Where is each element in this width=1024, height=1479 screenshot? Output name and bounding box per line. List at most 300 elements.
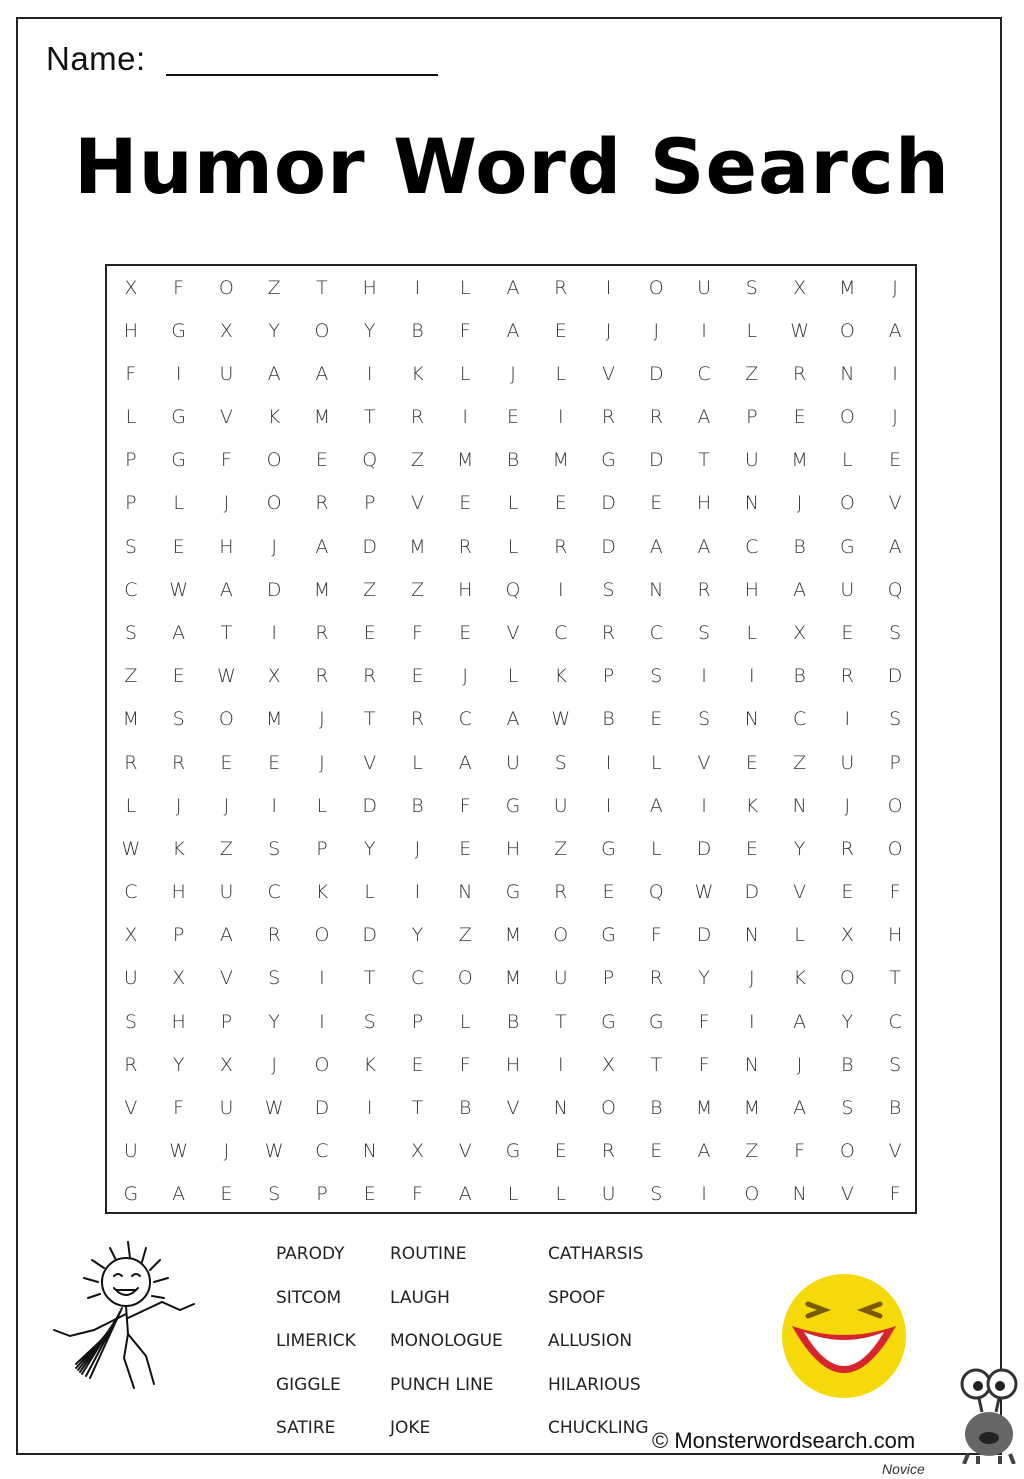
grid-letter[interactable]: A <box>315 362 329 385</box>
grid-letter[interactable]: O <box>314 319 330 342</box>
grid-letter[interactable]: W <box>790 319 809 342</box>
grid-letter[interactable]: R <box>172 751 186 774</box>
grid-letter[interactable]: T <box>411 1097 424 1120</box>
grid-letter[interactable]: A <box>888 319 902 342</box>
grid-letter[interactable]: Y <box>841 1010 854 1033</box>
grid-letter[interactable]: V <box>602 362 616 385</box>
grid-letter[interactable]: B <box>650 1097 663 1120</box>
grid-letter[interactable]: D <box>362 535 378 558</box>
grid-letter[interactable]: S <box>554 751 567 774</box>
grid-letter[interactable]: X <box>793 276 807 299</box>
grid-letter[interactable]: N <box>744 708 759 731</box>
grid-letter[interactable]: O <box>839 406 855 429</box>
grid-letter[interactable]: M <box>409 535 426 558</box>
grid-letter[interactable]: K <box>745 794 759 817</box>
grid-letter[interactable]: K <box>554 665 567 688</box>
grid-letter[interactable]: I <box>892 362 898 385</box>
grid-letter[interactable]: A <box>793 1097 807 1120</box>
grid-letter[interactable]: K <box>315 881 329 904</box>
grid-letter[interactable]: S <box>363 1010 376 1033</box>
grid-letter[interactable]: C <box>124 881 138 904</box>
grid-letter[interactable]: L <box>746 319 758 342</box>
grid-letter[interactable]: A <box>697 535 711 558</box>
grid-letter[interactable]: U <box>553 967 568 990</box>
grid-letter[interactable]: O <box>218 708 234 731</box>
grid-letter[interactable]: O <box>601 1097 616 1120</box>
grid-letter[interactable]: O <box>314 1053 330 1076</box>
grid-letter[interactable]: O <box>457 967 473 990</box>
grid-letter[interactable]: U <box>123 1140 138 1163</box>
grid-letter[interactable]: V <box>793 881 807 904</box>
grid-letter[interactable]: C <box>745 535 759 558</box>
grid-letter[interactable]: J <box>223 794 230 817</box>
grid-letter[interactable]: M <box>265 708 283 731</box>
grid-letter[interactable]: E <box>554 1140 567 1163</box>
grid-letter[interactable]: J <box>892 276 898 299</box>
grid-letter[interactable]: V <box>506 622 520 645</box>
grid-letter[interactable]: Z <box>219 837 233 860</box>
grid-letter[interactable]: P <box>316 837 328 860</box>
grid-letter[interactable]: M <box>504 924 522 947</box>
grid-letter[interactable]: T <box>650 1053 663 1076</box>
grid-letter[interactable]: R <box>410 406 425 429</box>
grid-letter[interactable]: J <box>175 794 182 817</box>
grid-letter[interactable]: F <box>459 1053 471 1076</box>
grid-letter[interactable]: V <box>458 1140 472 1163</box>
grid-letter[interactable]: S <box>650 665 663 688</box>
grid-letter[interactable]: W <box>264 1097 284 1120</box>
grid-letter[interactable]: A <box>649 794 663 817</box>
grid-letter[interactable]: G <box>601 924 616 947</box>
grid-letter[interactable]: A <box>458 1183 472 1206</box>
grid-letter[interactable]: B <box>793 665 806 688</box>
grid-letter[interactable]: S <box>268 1183 281 1206</box>
grid-letter[interactable]: S <box>268 967 281 990</box>
grid-letter[interactable]: N <box>792 1183 807 1206</box>
grid-letter[interactable]: B <box>411 319 424 342</box>
grid-letter[interactable]: H <box>123 319 139 342</box>
grid-letter[interactable]: R <box>554 276 568 299</box>
grid-letter[interactable]: E <box>650 492 663 515</box>
grid-letter[interactable]: L <box>125 406 137 429</box>
grid-letter[interactable]: V <box>410 492 424 515</box>
grid-letter[interactable]: W <box>169 1140 189 1163</box>
grid-letter[interactable]: I <box>319 967 325 990</box>
grid-letter[interactable]: I <box>557 1053 564 1076</box>
grid-letter[interactable]: A <box>315 535 329 558</box>
grid-letter[interactable]: R <box>554 535 568 558</box>
grid-letter[interactable]: C <box>649 622 663 645</box>
grid-letter[interactable]: S <box>841 1097 854 1120</box>
grid-letter[interactable]: L <box>794 924 805 947</box>
grid-letter[interactable]: J <box>796 492 803 515</box>
grid-letter[interactable]: W <box>694 881 714 904</box>
grid-letter[interactable]: H <box>505 1053 521 1076</box>
grid-letter[interactable]: C <box>888 1010 902 1033</box>
grid-letter[interactable]: N <box>458 881 473 904</box>
grid-letter[interactable]: I <box>605 276 612 299</box>
grid-letter[interactable]: R <box>840 665 854 688</box>
grid-letter[interactable]: Z <box>554 837 568 860</box>
grid-letter[interactable]: D <box>266 578 282 601</box>
grid-letter[interactable]: I <box>557 406 564 429</box>
grid-letter[interactable]: J <box>223 492 230 515</box>
grid-letter[interactable]: O <box>887 837 903 860</box>
grid-letter[interactable]: L <box>173 492 184 515</box>
grid-letter[interactable]: S <box>124 622 137 645</box>
grid-letter[interactable]: Y <box>268 1010 280 1033</box>
grid-letter[interactable]: F <box>173 276 185 299</box>
grid-letter[interactable]: I <box>414 276 421 299</box>
grid-letter[interactable]: D <box>648 362 664 385</box>
grid-letter[interactable]: A <box>172 1183 186 1206</box>
grid-letter[interactable]: J <box>510 362 516 385</box>
grid-letter[interactable]: B <box>459 1097 472 1120</box>
grid-letter[interactable]: J <box>319 708 325 731</box>
grid-letter[interactable]: C <box>315 1140 329 1163</box>
grid-letter[interactable]: R <box>315 665 329 688</box>
grid-letter[interactable]: T <box>220 622 233 645</box>
grid-letter[interactable]: V <box>124 1097 138 1120</box>
grid-letter[interactable]: S <box>124 535 137 558</box>
grid-letter[interactable]: R <box>124 751 138 774</box>
grid-letter[interactable]: P <box>889 751 901 774</box>
grid-letter[interactable]: U <box>219 1097 234 1120</box>
grid-letter[interactable]: S <box>602 578 615 601</box>
grid-letter[interactable]: O <box>553 924 569 947</box>
grid-letter[interactable]: P <box>411 1010 424 1033</box>
grid-letter[interactable]: K <box>411 362 424 385</box>
grid-letter[interactable]: R <box>124 1053 138 1076</box>
grid-letter[interactable]: F <box>698 1010 710 1033</box>
grid-letter[interactable]: G <box>839 535 855 558</box>
grid-letter[interactable]: S <box>268 837 281 860</box>
grid-letter[interactable]: J <box>462 665 469 688</box>
grid-letter[interactable]: E <box>363 1183 376 1206</box>
grid-letter[interactable]: F <box>220 449 232 472</box>
grid-letter[interactable]: W <box>264 1140 284 1163</box>
grid-letter[interactable]: E <box>745 837 758 860</box>
grid-letter[interactable]: H <box>171 1010 186 1033</box>
grid-letter[interactable]: O <box>839 1140 855 1163</box>
grid-letter[interactable]: F <box>650 924 662 947</box>
grid-letter[interactable]: S <box>889 708 902 731</box>
grid-letter[interactable]: R <box>458 535 472 558</box>
grid-letter[interactable]: V <box>506 1097 520 1120</box>
grid-letter[interactable]: E <box>793 406 806 429</box>
grid-letter[interactable]: C <box>410 967 425 990</box>
grid-letter[interactable]: I <box>271 794 277 817</box>
grid-letter[interactable]: H <box>362 276 377 299</box>
grid-letter[interactable]: N <box>362 1140 377 1163</box>
grid-letter[interactable]: P <box>602 967 615 990</box>
grid-letter[interactable]: Y <box>698 967 710 990</box>
grid-letter[interactable]: D <box>314 1097 330 1120</box>
grid-letter[interactable]: E <box>220 1183 233 1206</box>
grid-letter[interactable]: D <box>601 535 616 558</box>
grid-letter[interactable]: F <box>173 1097 185 1120</box>
grid-letter[interactable]: L <box>459 1010 471 1033</box>
grid-letter[interactable]: C <box>267 881 281 904</box>
grid-letter[interactable]: A <box>649 535 663 558</box>
grid-letter[interactable]: Q <box>887 578 903 601</box>
grid-letter[interactable]: Z <box>363 578 377 601</box>
grid-letter[interactable]: E <box>172 535 185 558</box>
grid-letter[interactable]: I <box>175 362 182 385</box>
grid-letter[interactable]: I <box>749 1010 755 1033</box>
grid-letter[interactable]: T <box>363 406 376 429</box>
grid-letter[interactable]: J <box>892 406 898 429</box>
grid-letter[interactable]: R <box>267 924 281 947</box>
grid-letter[interactable]: V <box>219 967 233 990</box>
grid-letter[interactable]: Z <box>793 751 807 774</box>
puzzle-grid[interactable] <box>107 266 919 1216</box>
grid-letter[interactable]: R <box>315 492 329 515</box>
grid-letter[interactable]: D <box>887 665 903 688</box>
grid-letter[interactable]: J <box>319 751 325 774</box>
grid-letter[interactable]: W <box>217 665 236 688</box>
grid-letter[interactable]: A <box>506 319 520 342</box>
grid-letter[interactable]: K <box>793 967 806 990</box>
grid-letter[interactable]: F <box>459 794 471 817</box>
grid-letter[interactable]: R <box>315 622 329 645</box>
grid-letter[interactable]: D <box>362 794 378 817</box>
grid-letter[interactable]: N <box>649 578 664 601</box>
grid-letter[interactable]: F <box>125 362 137 385</box>
grid-letter[interactable]: J <box>796 1053 803 1076</box>
grid-letter[interactable]: N <box>792 794 807 817</box>
grid-letter[interactable]: R <box>697 578 711 601</box>
grid-letter[interactable]: I <box>749 665 755 688</box>
grid-letter[interactable]: V <box>219 406 233 429</box>
grid-letter[interactable]: L <box>507 492 519 515</box>
grid-letter[interactable]: F <box>411 622 423 645</box>
grid-letter[interactable]: H <box>458 578 473 601</box>
grid-letter[interactable]: U <box>219 362 234 385</box>
grid-letter[interactable]: S <box>172 708 185 731</box>
grid-letter[interactable]: A <box>697 1140 711 1163</box>
grid-letter[interactable]: U <box>601 1183 616 1206</box>
grid-letter[interactable]: E <box>459 492 472 515</box>
grid-letter[interactable]: L <box>650 751 662 774</box>
grid-letter[interactable]: C <box>792 708 807 731</box>
grid-letter[interactable]: K <box>363 1053 376 1076</box>
grid-letter[interactable]: N <box>744 492 759 515</box>
grid-letter[interactable]: T <box>554 1010 567 1033</box>
grid-letter[interactable]: Q <box>362 449 378 472</box>
grid-letter[interactable]: A <box>267 362 281 385</box>
grid-letter[interactable]: I <box>414 881 421 904</box>
name-field-line[interactable] <box>166 74 438 76</box>
grid-letter[interactable]: B <box>841 1053 854 1076</box>
grid-letter[interactable]: T <box>363 967 376 990</box>
grid-letter[interactable]: T <box>698 449 710 472</box>
grid-letter[interactable]: W <box>121 837 141 860</box>
grid-letter[interactable]: Y <box>363 319 376 342</box>
grid-letter[interactable]: P <box>316 1183 328 1206</box>
grid-letter[interactable]: G <box>601 449 616 472</box>
grid-letter[interactable]: U <box>840 751 855 774</box>
grid-letter[interactable]: I <box>271 622 277 645</box>
grid-letter[interactable]: A <box>506 276 520 299</box>
grid-letter[interactable]: I <box>844 708 851 731</box>
grid-letter[interactable]: U <box>744 449 759 472</box>
grid-letter[interactable]: E <box>650 1140 663 1163</box>
grid-letter[interactable]: I <box>366 362 373 385</box>
grid-letter[interactable]: W <box>551 708 571 731</box>
grid-letter[interactable]: Z <box>458 924 472 947</box>
grid-letter[interactable]: P <box>220 1010 233 1033</box>
grid-letter[interactable]: O <box>744 1183 760 1206</box>
grid-letter[interactable]: X <box>793 622 807 645</box>
grid-letter[interactable]: B <box>506 449 520 472</box>
grid-letter[interactable]: E <box>889 449 902 472</box>
grid-letter[interactable]: H <box>887 924 903 947</box>
grid-letter[interactable]: Z <box>410 449 424 472</box>
grid-letter[interactable]: O <box>314 924 330 947</box>
grid-letter[interactable]: Y <box>268 319 280 342</box>
grid-letter[interactable]: J <box>223 1140 230 1163</box>
grid-letter[interactable]: U <box>506 751 520 774</box>
grid-letter[interactable]: T <box>316 276 328 299</box>
grid-letter[interactable]: E <box>841 881 854 904</box>
grid-letter[interactable]: I <box>605 794 612 817</box>
grid-letter[interactable]: I <box>557 578 564 601</box>
grid-letter[interactable]: E <box>268 751 281 774</box>
grid-letter[interactable]: A <box>506 708 520 731</box>
grid-letter[interactable]: J <box>414 837 421 860</box>
grid-letter[interactable]: H <box>171 881 186 904</box>
grid-letter[interactable]: F <box>459 319 471 342</box>
grid-letter[interactable]: R <box>554 881 568 904</box>
grid-letter[interactable]: M <box>743 1097 761 1120</box>
grid-letter[interactable]: O <box>839 319 855 342</box>
grid-letter[interactable]: M <box>313 406 331 429</box>
grid-letter[interactable]: X <box>267 665 281 688</box>
grid-letter[interactable]: A <box>888 535 902 558</box>
grid-letter[interactable]: E <box>459 837 472 860</box>
grid-letter[interactable]: M <box>791 449 808 472</box>
grid-letter[interactable]: Z <box>745 1140 759 1163</box>
grid-letter[interactable]: C <box>458 708 472 731</box>
grid-letter[interactable]: O <box>839 492 855 515</box>
grid-letter[interactable]: X <box>172 967 186 990</box>
grid-letter[interactable]: I <box>462 406 469 429</box>
grid-letter[interactable]: T <box>889 967 901 990</box>
grid-letter[interactable]: P <box>172 924 185 947</box>
grid-letter[interactable]: N <box>744 1053 759 1076</box>
grid-letter[interactable]: M <box>695 1097 713 1120</box>
grid-letter[interactable]: E <box>411 1053 424 1076</box>
grid-letter[interactable]: O <box>648 276 664 299</box>
grid-letter[interactable]: L <box>842 449 853 472</box>
grid-letter[interactable]: B <box>793 535 806 558</box>
grid-letter[interactable]: E <box>363 622 376 645</box>
grid-letter[interactable]: H <box>505 837 521 860</box>
grid-letter[interactable]: L <box>125 794 137 817</box>
grid-letter[interactable]: I <box>701 665 707 688</box>
grid-letter[interactable]: W <box>169 578 189 601</box>
grid-letter[interactable]: O <box>887 794 903 817</box>
grid-letter[interactable]: R <box>649 406 663 429</box>
grid-letter[interactable]: E <box>315 449 328 472</box>
grid-letter[interactable]: J <box>271 1053 277 1076</box>
grid-letter[interactable]: X <box>602 1053 616 1076</box>
grid-letter[interactable]: P <box>363 492 376 515</box>
grid-letter[interactable]: O <box>839 967 855 990</box>
grid-letter[interactable]: L <box>316 794 328 817</box>
grid-letter[interactable]: A <box>172 622 186 645</box>
grid-letter[interactable]: G <box>601 1010 616 1033</box>
grid-letter[interactable]: S <box>124 1010 137 1033</box>
grid-letter[interactable]: D <box>601 492 616 515</box>
grid-letter[interactable]: N <box>840 362 855 385</box>
grid-letter[interactable]: I <box>701 794 707 817</box>
grid-letter[interactable]: E <box>411 665 424 688</box>
grid-letter[interactable]: G <box>648 1010 664 1033</box>
grid-letter[interactable]: R <box>649 967 663 990</box>
grid-letter[interactable]: J <box>749 967 755 990</box>
grid-letter[interactable]: P <box>746 406 758 429</box>
grid-letter[interactable]: H <box>744 578 759 601</box>
grid-letter[interactable]: X <box>219 319 233 342</box>
grid-letter[interactable]: X <box>410 1140 424 1163</box>
grid-letter[interactable]: J <box>271 535 277 558</box>
grid-letter[interactable]: Z <box>267 276 281 299</box>
grid-letter[interactable]: C <box>554 622 568 645</box>
grid-letter[interactable]: Q <box>648 881 664 904</box>
grid-letter[interactable]: E <box>602 881 615 904</box>
grid-letter[interactable]: L <box>746 622 758 645</box>
grid-letter[interactable]: N <box>553 1097 568 1120</box>
grid-letter[interactable]: K <box>267 406 281 429</box>
grid-letter[interactable]: C <box>697 362 711 385</box>
grid-letter[interactable]: E <box>554 492 567 515</box>
grid-letter[interactable]: O <box>266 492 282 515</box>
grid-letter[interactable]: G <box>505 1140 521 1163</box>
grid-letter[interactable]: L <box>364 881 375 904</box>
grid-letter[interactable]: I <box>366 1097 373 1120</box>
grid-letter[interactable]: R <box>601 406 616 429</box>
grid-letter[interactable]: A <box>793 1010 807 1033</box>
grid-letter[interactable]: D <box>744 881 760 904</box>
grid-letter[interactable]: I <box>319 1010 325 1033</box>
grid-letter[interactable]: B <box>411 794 424 817</box>
grid-letter[interactable]: G <box>505 881 521 904</box>
grid-letter[interactable]: I <box>701 1183 707 1206</box>
grid-letter[interactable]: E <box>554 319 567 342</box>
grid-letter[interactable]: J <box>844 794 851 817</box>
grid-letter[interactable]: G <box>123 1183 139 1206</box>
grid-letter[interactable]: L <box>507 535 519 558</box>
grid-letter[interactable]: M <box>313 578 331 601</box>
grid-letter[interactable]: L <box>459 362 471 385</box>
grid-letter[interactable]: M <box>504 967 522 990</box>
grid-letter[interactable]: B <box>506 1010 520 1033</box>
grid-letter[interactable]: D <box>696 837 712 860</box>
grid-letter[interactable]: L <box>412 751 423 774</box>
grid-letter[interactable]: Z <box>745 362 759 385</box>
grid-letter[interactable]: S <box>650 1183 663 1206</box>
grid-letter[interactable]: A <box>219 578 233 601</box>
grid-letter[interactable]: Z <box>410 578 424 601</box>
grid-letter[interactable]: S <box>745 276 758 299</box>
grid-letter[interactable]: V <box>888 1140 902 1163</box>
grid-letter[interactable]: G <box>171 319 186 342</box>
grid-letter[interactable]: M <box>552 449 569 472</box>
grid-letter[interactable]: R <box>410 708 425 731</box>
grid-letter[interactable]: C <box>124 578 138 601</box>
